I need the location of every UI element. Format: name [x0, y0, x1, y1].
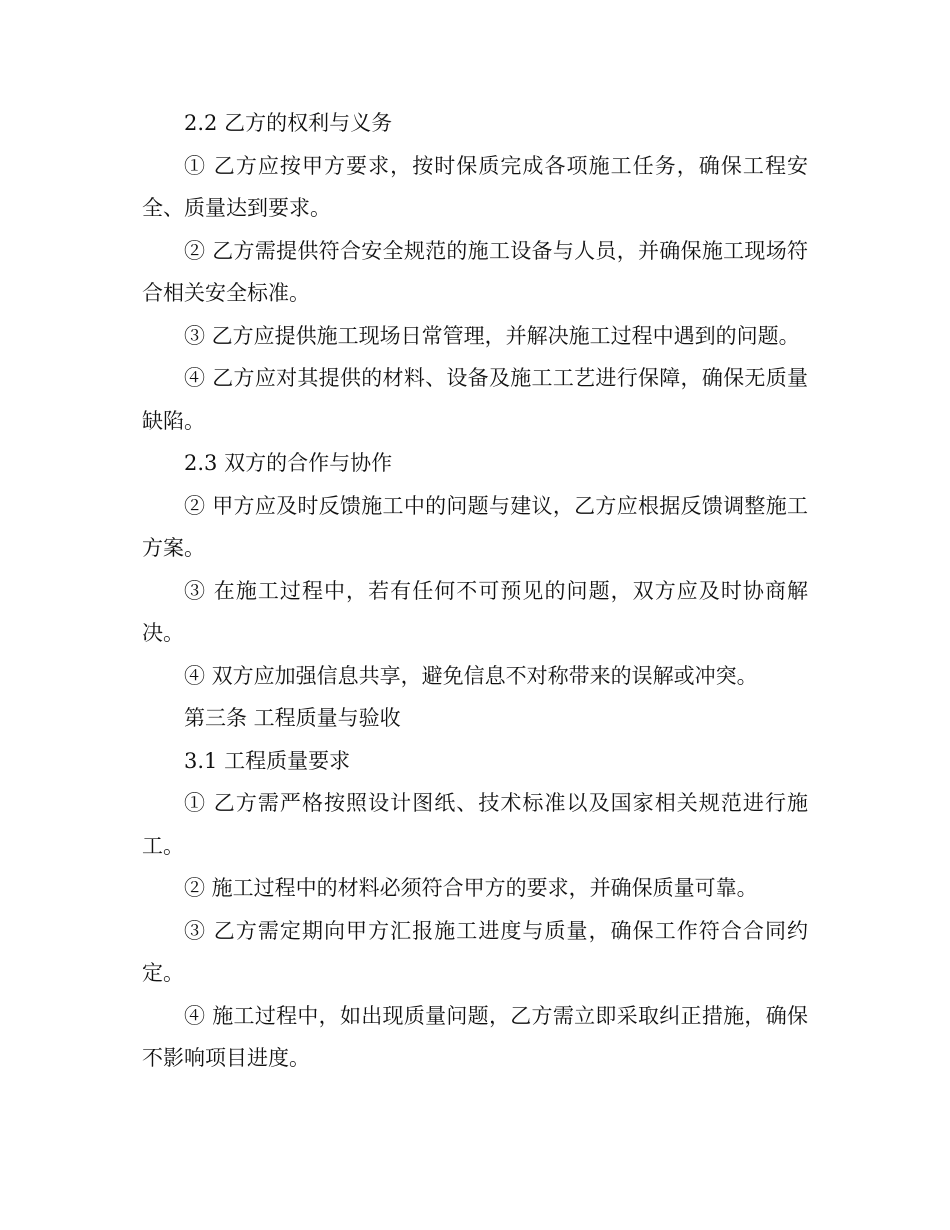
clause-paragraph: ③ 乙方需定期向甲方汇报施工进度与质量，确保工作符合合同约定。	[142, 918, 808, 985]
clause-paragraph: ④ 乙方应对其提供的材料、设备及施工工艺进行保障，确保无质量缺陷。	[142, 366, 808, 433]
section-heading-2-3: 2.3 双方的合作与协作	[184, 451, 393, 475]
section-heading-2-2: 2.2 乙方的权利与义务	[184, 111, 393, 135]
article-heading-3: 第三条 工程质量与验收	[184, 706, 401, 730]
clause-paragraph: ② 甲方应及时反馈施工中的问题与建议，乙方应根据反馈调整施工方案。	[142, 493, 808, 560]
clause-paragraph: ④ 施工过程中，如出现质量问题，乙方需立即采取纠正措施，确保不影响项目进度。	[142, 1003, 808, 1070]
clause-paragraph: ③ 在施工过程中，若有任何不可预见的问题，双方应及时协商解决。	[142, 578, 808, 645]
clause-paragraph: ② 施工过程中的材料必须符合甲方的要求，并确保质量可靠。	[184, 876, 758, 900]
clause-paragraph: ① 乙方应按甲方要求，按时保质完成各项施工任务，确保工程安全、质量达到要求。	[142, 153, 808, 220]
document-body	[142, 102, 808, 1080]
section-heading-3-1: 3.1 工程质量要求	[184, 748, 351, 773]
clause-paragraph: ② 乙方需提供符合安全规范的施工设备与人员，并确保施工现场符合相关安全标准。	[142, 238, 808, 305]
clause-paragraph: ① 乙方需严格按照设计图纸、技术标准以及国家相关规范进行施工。	[142, 791, 808, 858]
clause-paragraph: ③ 乙方应提供施工现场日常管理，并解决施工过程中遇到的问题。	[184, 323, 800, 348]
clause-paragraph: ④ 双方应加强信息共享，避免信息不对称带来的误解或冲突。	[184, 663, 758, 688]
